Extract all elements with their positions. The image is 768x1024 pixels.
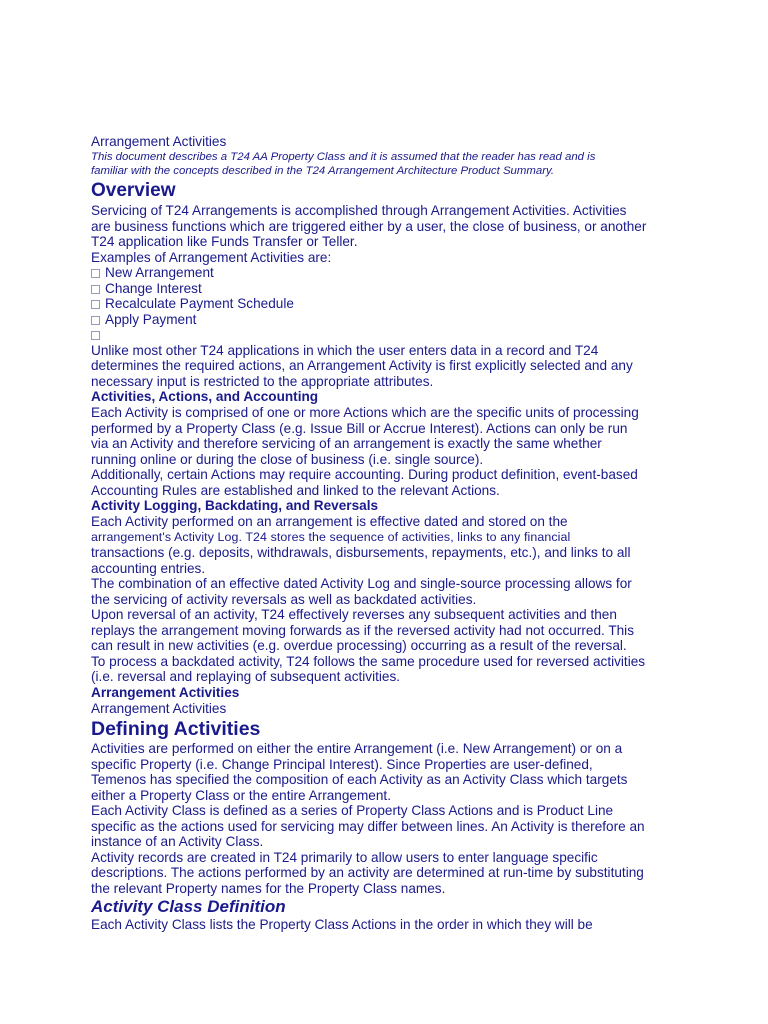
actions-paragraph-line: running online or during the close of business (i.e. single source). (91, 451, 484, 467)
logging-paragraph-line: (i.e. reversal and replaying of subsequent activities. (91, 669, 401, 684)
defining-paragraph-line: Activity records are created in T24 primarily to allow users to enter language specific (91, 849, 598, 865)
overview-paragraph-line: Unlike most other T24 applications in which the user enters data in a record and T24 (91, 342, 599, 358)
overview-paragraph-line: necessary input is restricted to the appropriate attributes. (91, 373, 434, 389)
list-item: New Arrangement (91, 265, 691, 281)
class-definition-heading: Activity Class Definition (91, 897, 286, 916)
defining-paragraph-line: either a Property Class or the entire Arrangement. (91, 787, 391, 803)
defining-paragraph-line: Each Activity Class is defined as a series of Property Class Actions and is Product Line (91, 803, 614, 818)
list-item (91, 327, 691, 343)
logging-paragraph-line: arrangement's Activity Log. T24 stores the sequence of activities, links to any financial (91, 529, 571, 544)
actions-paragraph-line: performed by a Property Class (e.g. Issue Bill or Accrue Interest). Actions can only be run (91, 420, 628, 436)
running-header-bold: Arrangement Activities (91, 684, 240, 700)
logging-paragraph-line: accounting entries. (91, 560, 206, 576)
actions-paragraph-line: Additionally, certain Actions may require accounting. During product definition, event-based (91, 467, 638, 482)
examples-intro: Examples of Arrangement Activities are: (91, 249, 332, 265)
logging-paragraph-line: The combination of an effective dated Activity Log and single-source processing allows for (91, 576, 632, 591)
actions-paragraph-line: via an Activity and therefore servicing of an arrangement is exactly the same whether (91, 436, 602, 451)
defining-paragraph-line: Temenos has specified the composition of each Activity as an Activity Class which targets (91, 772, 628, 787)
logging-paragraph-line: Upon reversal of an activity, T24 effectively reverses any subsequent activities and then (91, 607, 617, 622)
intro-line: This document describes a T24 AA Property Class and it is assumed that the reader has read and is (91, 151, 596, 163)
logging-paragraph-line: To process a backdated activity, T24 follows the same procedure used for reversed activities (91, 653, 646, 669)
intro-line: familiar with the concepts described in the T24 Arrangement Architecture Product Summary. (91, 165, 554, 177)
logging-paragraph-line: Each Activity performed on an arrangement is effective dated and stored on the (91, 514, 568, 529)
defining-paragraph-line: instance of an Activity Class. (91, 834, 264, 849)
running-header: Arrangement Activities (91, 700, 227, 716)
bullet-box-icon (91, 285, 100, 294)
defining-paragraph-line: specific as the actions used for servicing may differ between lines. An Activity is therefore an (91, 818, 645, 834)
defining-paragraph-line: descriptions. The actions performed by an activity are determined at run-time by substituting (91, 865, 644, 880)
overview-paragraph-line: determines the required actions, an Arrangement Activity is first explicitly selected and any (91, 358, 633, 373)
list-item: Recalculate Payment Schedule (91, 296, 691, 312)
logging-paragraph-line: can result in new activities (e.g. overdue processing) occurring as a result of the reversal. (91, 638, 627, 653)
actions-paragraph-line: Each Activity is comprised of one or more Actions which are the specific units of processing (91, 405, 639, 420)
overview-heading: Overview (91, 180, 176, 201)
class-definition-paragraph-line: Each Activity Class lists the Property Class Actions in the order in which they will be (91, 917, 593, 932)
document-page (91, 134, 691, 933)
logging-paragraph-line: the servicing of activity reversals as well as backdated activities. (91, 591, 477, 607)
overview-paragraph-line: T24 application like Funds Transfer or Teller. (91, 234, 358, 249)
logging-paragraph-line: replays the arrangement moving forwards as if the reversed activity had not occurred. This (91, 622, 634, 638)
document-title: Arrangement Activities (91, 134, 227, 149)
logging-paragraph-line: transactions (e.g. deposits, withdrawals, disbursements, repayments, etc.), and links to all (91, 545, 631, 560)
defining-paragraph-line: the relevant Property names for the Property Class names. (91, 880, 446, 896)
overview-paragraph-line: are business functions which are triggered either by a user, the close of business, or another (91, 218, 647, 234)
list-item: Change Interest (91, 281, 691, 297)
defining-paragraph-line: specific Property (i.e. Change Principal Interest). Since Properties are user-defined, (91, 756, 593, 772)
bullet-box-icon (91, 331, 100, 340)
defining-paragraph-line: Activities are performed on either the entire Arrangement (i.e. New Arrangement) or on a (91, 741, 623, 756)
overview-paragraph-line: Servicing of T24 Arrangements is accomplished through Arrangement Activities. Activities (91, 203, 627, 218)
defining-heading: Defining Activities (91, 718, 261, 740)
bullet-box-icon (91, 316, 100, 325)
list-item: Apply Payment (91, 312, 691, 328)
actions-heading: Activities, Actions, and Accounting (91, 389, 319, 404)
actions-paragraph-line: Accounting Rules are established and linked to the relevant Actions. (91, 482, 500, 498)
bullet-box-icon (91, 300, 100, 309)
logging-heading: Activity Logging, Backdating, and Reversals (91, 498, 379, 513)
bullet-box-icon (91, 269, 100, 278)
